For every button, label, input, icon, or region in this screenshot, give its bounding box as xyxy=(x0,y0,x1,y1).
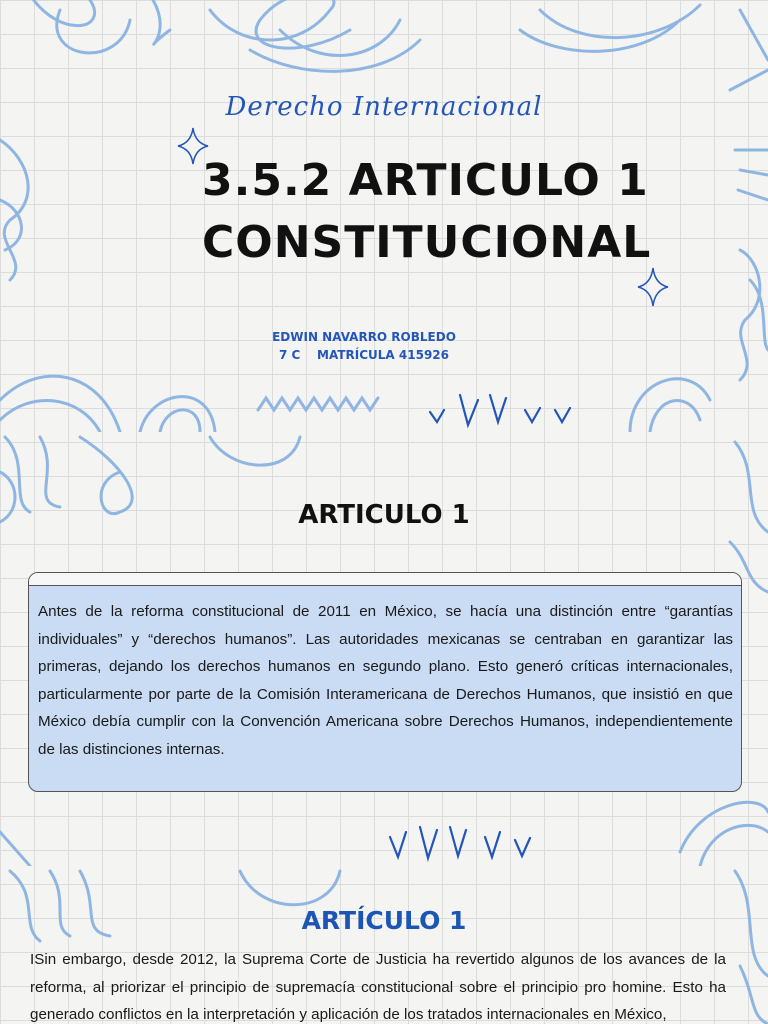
main-title xyxy=(202,150,702,274)
section-heading: ARTICULO 1 xyxy=(298,500,470,530)
main-title-line-2: CONSTITUCIONAL xyxy=(202,217,652,268)
body-paragraph: ISin embargo, desde 2012, la Suprema Corte de Justicia ha revertido algunos de los avances de la reforma, al priorizar el principio de supremacía constitucional sobre el principio pro homine. Esto ha generado conflictos en la interpretación y aplicación de los tratados internacionales en México, xyxy=(30,951,726,1023)
author-block xyxy=(0,328,728,364)
author-group: 7 C MATRÍCULA 415926 xyxy=(279,348,449,362)
main-title-line-1: 3.5.2 ARTICULO 1 xyxy=(202,155,649,206)
content-slide-2 xyxy=(0,866,768,1024)
card-header-strip xyxy=(29,573,741,586)
course-name: Derecho Internacional xyxy=(225,92,543,122)
content-slide-1 xyxy=(0,432,768,866)
section-heading: ARTÍCULO 1 xyxy=(301,906,467,935)
title-slide xyxy=(0,0,768,432)
author-name: EDWIN NAVARRO ROBLEDO xyxy=(272,330,456,344)
text-card xyxy=(28,572,742,792)
card-paragraph: Antes de la reforma constitucional de 2011 en México, se hacía una distinción entre “garantías individuales” y “derechos humanos”. Las autoridades mexicanas se centraban en garantizar las primeras, dejando los derechos humanos en segundo plano. Esto generó críticas internacionales, particularmente por parte de la Comisión Interamericana de Derechos Humanos, que insistió en que México debía cumplir con la Convención Americana sobre Derechos Humanos, independientemente de las distinciones internas. xyxy=(38,603,733,758)
